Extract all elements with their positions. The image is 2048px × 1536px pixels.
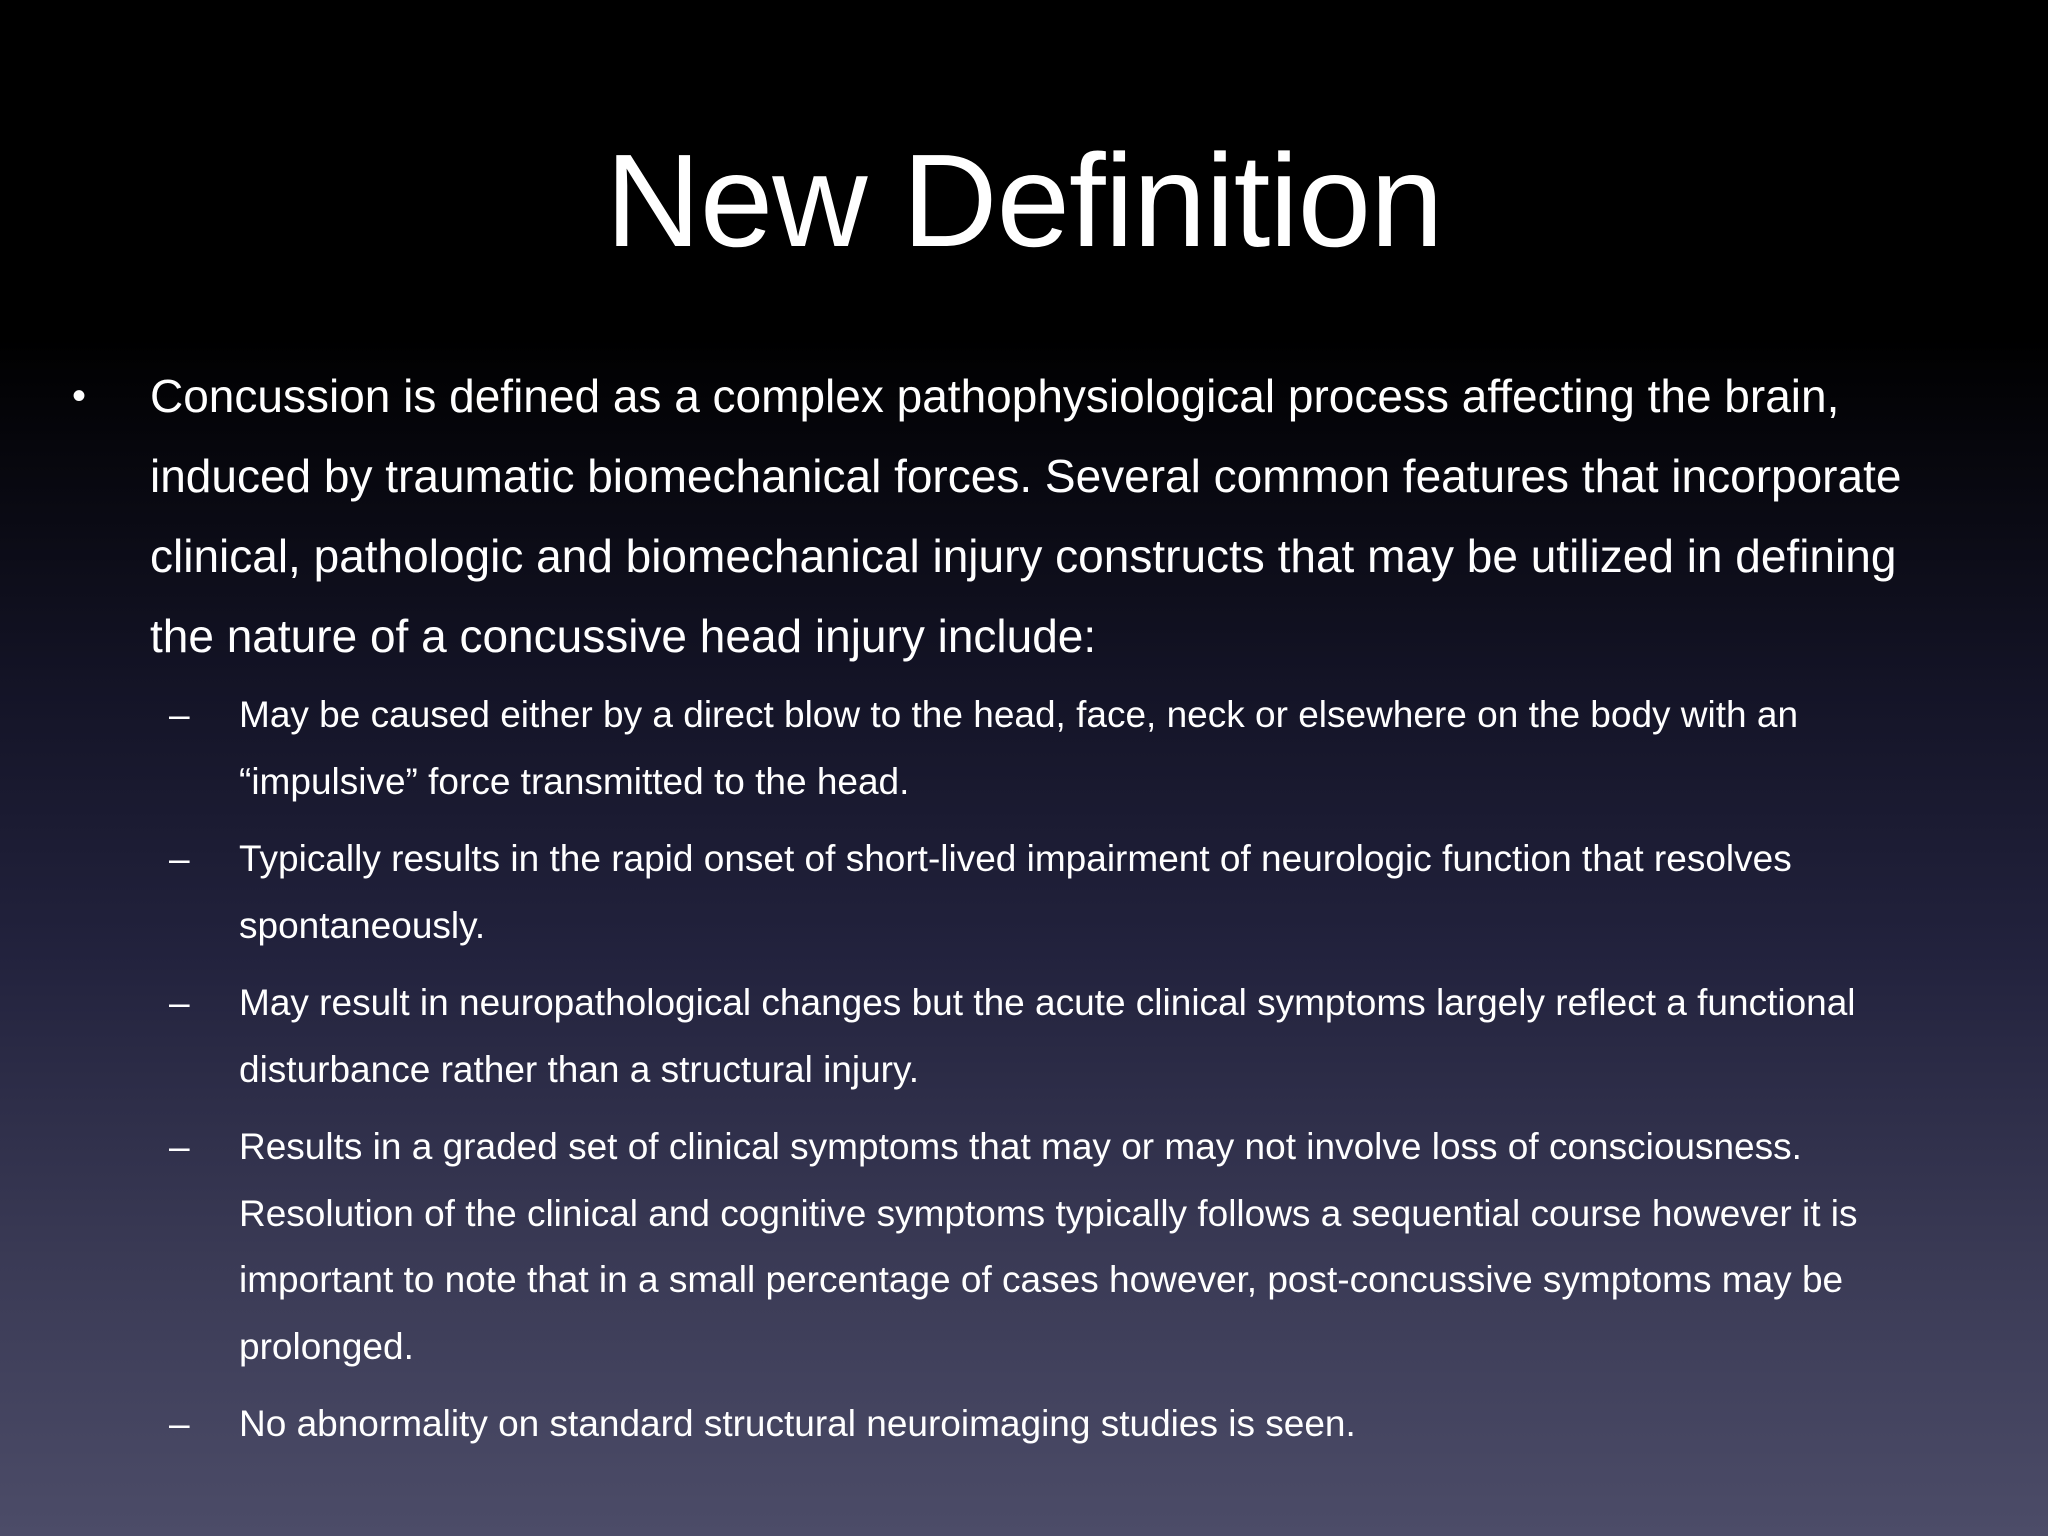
slide-title: New Definition bbox=[605, 127, 1443, 274]
main-bullet-text: Concussion is defined as a complex pathophysiological process affecting the brain, induced by traumatic biomechanical forces. Several common features that incorporate clinical, pathologic and biomechanical injury constructs that may be utilized in defining the nature of a concussive head injury include: bbox=[150, 370, 1902, 662]
sub-bullet-item bbox=[64, 826, 1964, 959]
sub-bullet-item bbox=[64, 1114, 1964, 1380]
sub-bullet-text: May be caused either by a direct blow to the head, face, neck or elsewhere on the body with an “impulsive” force transmitted to the head. bbox=[239, 694, 1799, 802]
sub-bullet-text: Results in a graded set of clinical symptoms that may or may not involve loss of consciousness. Resolution of the clinical and cognitive symptoms typically follows a sequential course however it is important to note that in a small percentage of cases however, post-concussive symptoms may be prolonged. bbox=[239, 1126, 1858, 1367]
sub-bullet-item bbox=[64, 682, 1964, 815]
sub-bullet-text: No abnormality on standard structural neuroimaging studies is seen. bbox=[239, 1403, 1356, 1444]
sub-bullet-item bbox=[64, 1391, 1964, 1458]
slide-content bbox=[64, 356, 1964, 1469]
main-bullet bbox=[64, 356, 1964, 676]
sub-bullet-list bbox=[64, 682, 1964, 1458]
dash-icon: – bbox=[169, 1126, 190, 1167]
dash-icon: – bbox=[169, 694, 190, 735]
dash-icon: – bbox=[169, 982, 190, 1023]
dash-icon: – bbox=[169, 1403, 190, 1444]
sub-bullet-item bbox=[64, 970, 1964, 1103]
sub-bullet-text: May result in neuropathological changes but the acute clinical symptoms largely reflect a functional disturbance rather than a structural injury. bbox=[239, 982, 1856, 1090]
dash-icon: – bbox=[169, 838, 190, 879]
sub-bullet-text: Typically results in the rapid onset of short-lived impairment of neurologic function that resolves spontaneously. bbox=[239, 838, 1792, 946]
bullet-icon: • bbox=[72, 374, 87, 418]
